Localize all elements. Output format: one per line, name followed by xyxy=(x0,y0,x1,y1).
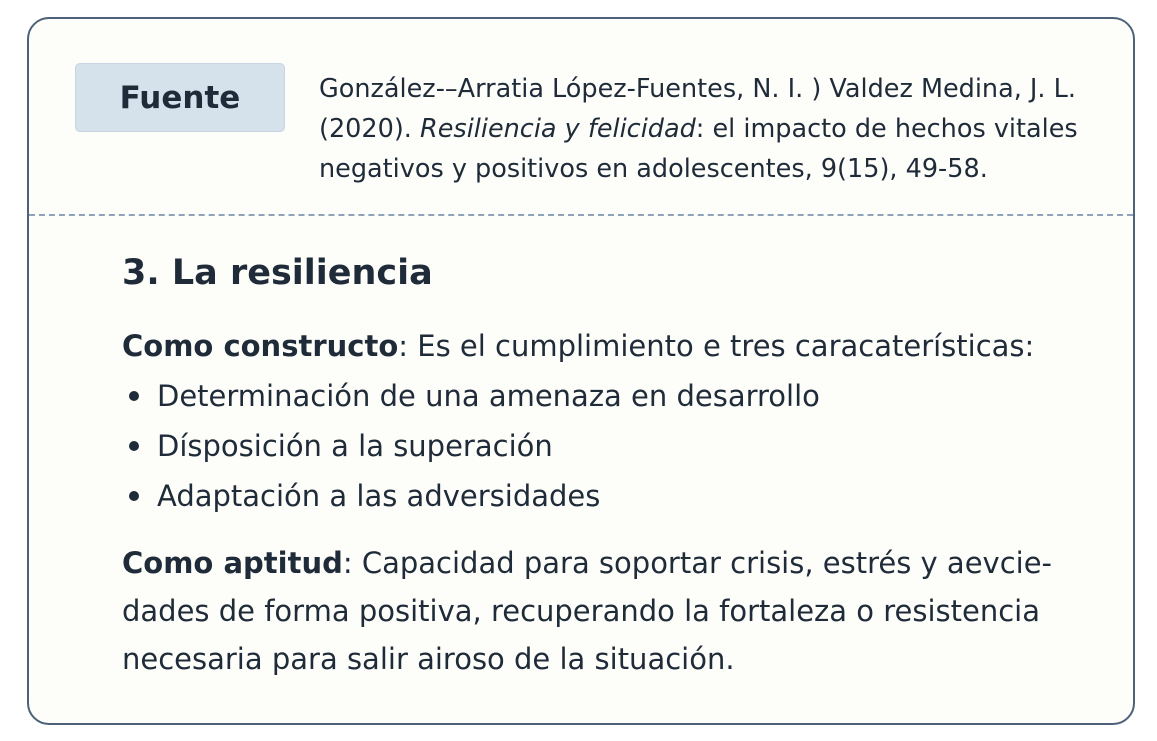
construct-paragraph xyxy=(122,322,1112,370)
list-item xyxy=(122,421,820,471)
bullet-icon xyxy=(129,391,139,401)
source-label: Fuente xyxy=(75,63,285,132)
aptitude-paragraph xyxy=(122,539,1112,683)
aptitude-term: Como aptitud xyxy=(122,546,343,580)
citation xyxy=(319,69,1119,189)
construct-text: : Es el cumplimiento e tres caracaterísticas: xyxy=(398,329,1035,363)
section-title: 3. La resiliencia xyxy=(122,253,433,293)
list-item-text: Dísposición a la superación xyxy=(157,429,553,463)
document-card xyxy=(27,17,1135,725)
bullet-icon xyxy=(129,441,139,451)
construct-term: Como constructo xyxy=(122,329,399,363)
list-item xyxy=(122,371,820,421)
aptitude-text: : Capacidad para soportar crisis, estrés y aevcie-dades de forma positiva, recuperando la fortaleza o resistencia necesaria para salir airoso de la situación. xyxy=(122,546,1053,676)
dashed-divider xyxy=(29,214,1133,216)
list-item-text: Determinación de una amenaza en desarrollo xyxy=(157,379,820,413)
list-item xyxy=(122,471,820,521)
list-item-text: Adaptación a las adversidades xyxy=(157,479,601,513)
citation-details: : el impacto de hechos vitales negativos y positivos en adolescentes, 9(15), 49-58. xyxy=(319,114,1078,184)
characteristics-list xyxy=(122,371,820,521)
bullet-icon xyxy=(129,491,139,501)
citation-authors: González-–Arratia López-Fuentes, N. I. ) Valdez Medina, J. L. (2020). xyxy=(319,74,1076,144)
citation-title: Resiliencia y felicidad xyxy=(420,114,696,144)
